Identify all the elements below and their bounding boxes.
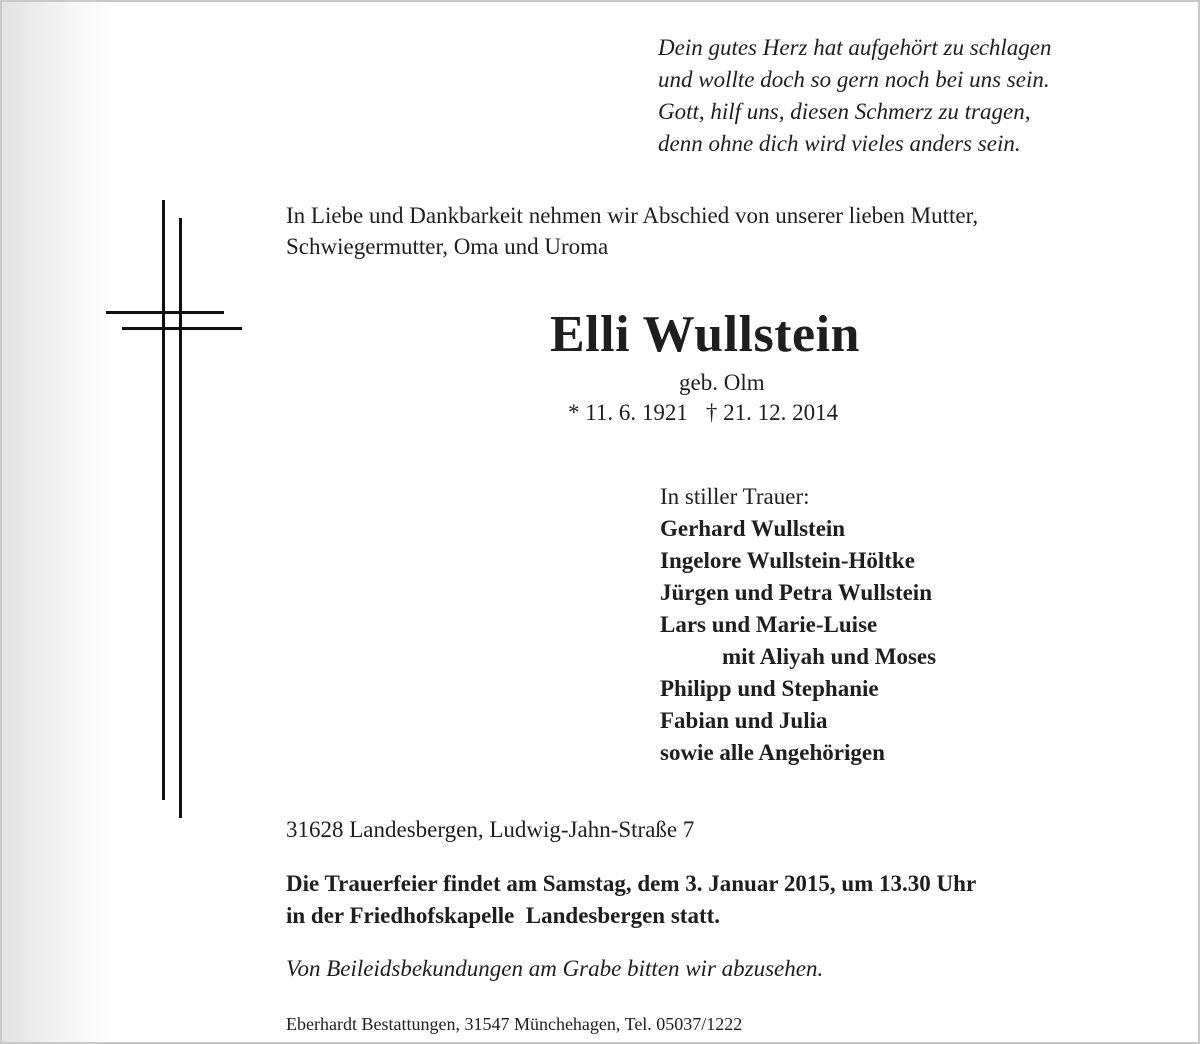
mourner-name: Jürgen und Petra Wullstein: [660, 580, 932, 605]
mourner-name: Fabian und Julia: [660, 708, 828, 733]
page-edge-shadow: [2, 2, 112, 1042]
ceremony-line: Die Trauerfeier findet am Samstag, dem 3. Januar 2015, um 13.30 Uhr: [286, 871, 977, 896]
poem-line: denn ohne dich wird vieles anders sein.: [658, 131, 1021, 156]
intro-line: Schwiegermutter, Oma und Uroma: [286, 234, 609, 259]
deceased-name: Elli Wullstein: [550, 306, 860, 363]
poem-line: und wollte doch so gern noch bei uns sein.: [658, 67, 1050, 92]
ceremony-line: in der Friedhofskapelle Landesbergen statt.: [286, 903, 721, 928]
poem-line: Dein gutes Herz hat aufgehört zu schlagen: [658, 35, 1052, 60]
maiden-name: geb. Olm: [679, 370, 765, 395]
mourners-label: In stiller Trauer:: [660, 484, 810, 509]
undertaker-info: Eberhardt Bestattungen, 31547 Münchehagen, Tel. 05037/1222: [286, 1014, 743, 1034]
mourner-name: Philipp und Stephanie: [660, 676, 879, 701]
mourner-name: Ingelore Wullstein-Höltke: [660, 548, 915, 573]
poem-line: Gott, hilf uns, diesen Schmerz zu tragen,: [658, 99, 1031, 124]
intro-line: In Liebe und Dankbarkeit nehmen wir Abschied von unserer lieben Mutter,: [286, 203, 979, 228]
death-date: † 21. 12. 2014: [705, 400, 839, 425]
mourner-name: Lars und Marie-Luise: [660, 612, 878, 637]
mourner-name: sowie alle Angehörigen: [660, 740, 885, 765]
ceremony-info: [286, 868, 976, 932]
mourners-list: [660, 481, 936, 769]
birth-date: * 11. 6. 1921: [568, 400, 688, 425]
family-address: 31628 Landesbergen, Ludwig-Jahn-Straße 7: [286, 817, 695, 842]
mourner-name: Gerhard Wullstein: [660, 516, 846, 541]
memorial-poem: [658, 32, 1052, 160]
mourner-name: mit Aliyah und Moses: [722, 644, 937, 669]
life-dates: [568, 398, 838, 428]
condolence-note: Von Beileidsbekundungen am Grabe bitten wir abzusehen.: [286, 956, 824, 981]
farewell-intro: [286, 200, 978, 262]
